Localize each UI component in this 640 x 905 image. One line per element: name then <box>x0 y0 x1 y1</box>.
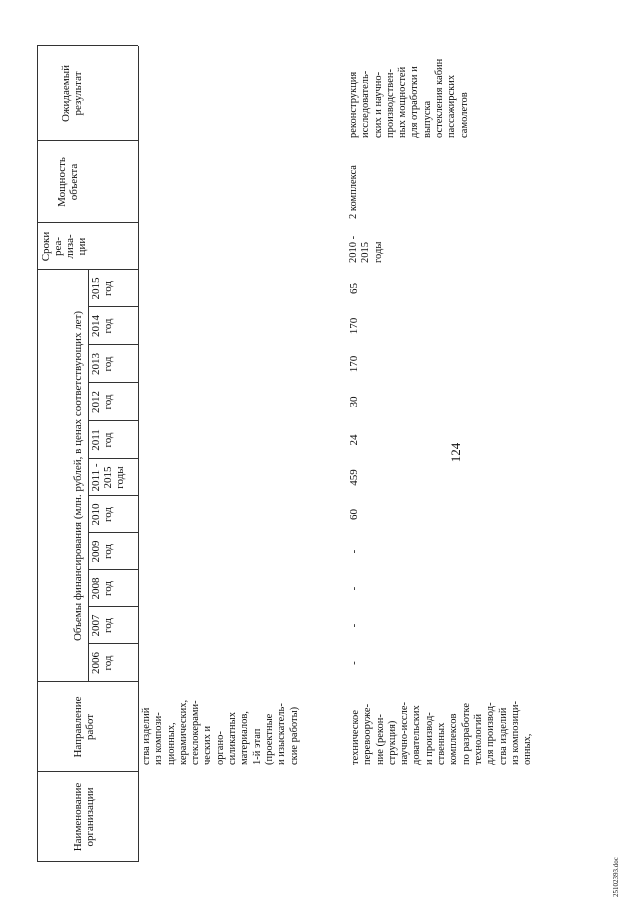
row-result: реконструкция исследователь- ских и научно- производствен- ных мощностей для отработки и выпуска остекления кабин пассажирских самолетов <box>348 58 470 138</box>
header-year-2013: 2013 год <box>90 353 114 375</box>
header-funding: Объемы финансирования (млн. рублей, в ценах соответствующих лет) <box>72 310 84 642</box>
value-2015: 65 <box>348 283 360 294</box>
header-year-2006: 2006 год <box>90 652 114 674</box>
value-2009: - <box>348 549 360 554</box>
header-years-2011-2015: 2011 - 2015 годы <box>90 463 126 492</box>
page-number: 124 <box>448 442 463 463</box>
col-border <box>37 45 138 46</box>
header-year-2010: 2010 год <box>90 503 114 526</box>
row-capacity: 2 комплекса <box>348 165 359 219</box>
value-2014: 170 <box>348 317 360 335</box>
document-id: 25102393.doc <box>612 857 620 897</box>
header-year-2014: 2014 год <box>90 315 114 337</box>
header-bottom-border <box>138 46 139 862</box>
header-result: Ожидаемый результат <box>60 64 84 123</box>
col-border <box>37 140 138 141</box>
value-2012: 30 <box>348 396 360 408</box>
value-2011: 24 <box>348 434 360 446</box>
header-year-2008: 2008 год <box>90 577 114 600</box>
header-year-2011: 2011 год <box>90 429 114 451</box>
value-2011-2015: 459 <box>348 469 360 486</box>
value-2006: - <box>348 661 360 665</box>
row-terms: 2010 - 2015 годы <box>348 235 384 263</box>
row-direction-text: техническое перевооруже- ние (рекон- струкция) научно-иссле- довательских и производ- ственных комплексов по разработке технологий для производ- ства изделий из композици- онных, <box>350 700 534 765</box>
funding-header-rule <box>88 270 89 682</box>
value-2013: 170 <box>348 355 360 373</box>
header-organization: Наименование организации <box>72 782 96 852</box>
header-year-2015: 2015 год <box>90 277 114 300</box>
table-top-border <box>37 46 38 862</box>
value-2010: 60 <box>348 509 360 520</box>
value-2008: - <box>348 586 360 591</box>
header-year-2007: 2007 год <box>90 614 114 637</box>
value-2007: - <box>348 623 360 628</box>
header-terms: Сроки реа- лиза- ции <box>40 231 88 262</box>
header-direction: Направление работ <box>72 696 96 758</box>
header-year-2009: 2009 год <box>90 540 114 563</box>
continuation-direction-text: ства изделий из компози- ционных, керамических, стеклокерами- ческих и органо- силикатных материалов, 1-й этап (проектные и изыскатель- ские работы) <box>141 699 300 765</box>
header-year-2012: 2012 год <box>90 391 114 413</box>
header-capacity: Мощность объекта <box>56 157 80 207</box>
